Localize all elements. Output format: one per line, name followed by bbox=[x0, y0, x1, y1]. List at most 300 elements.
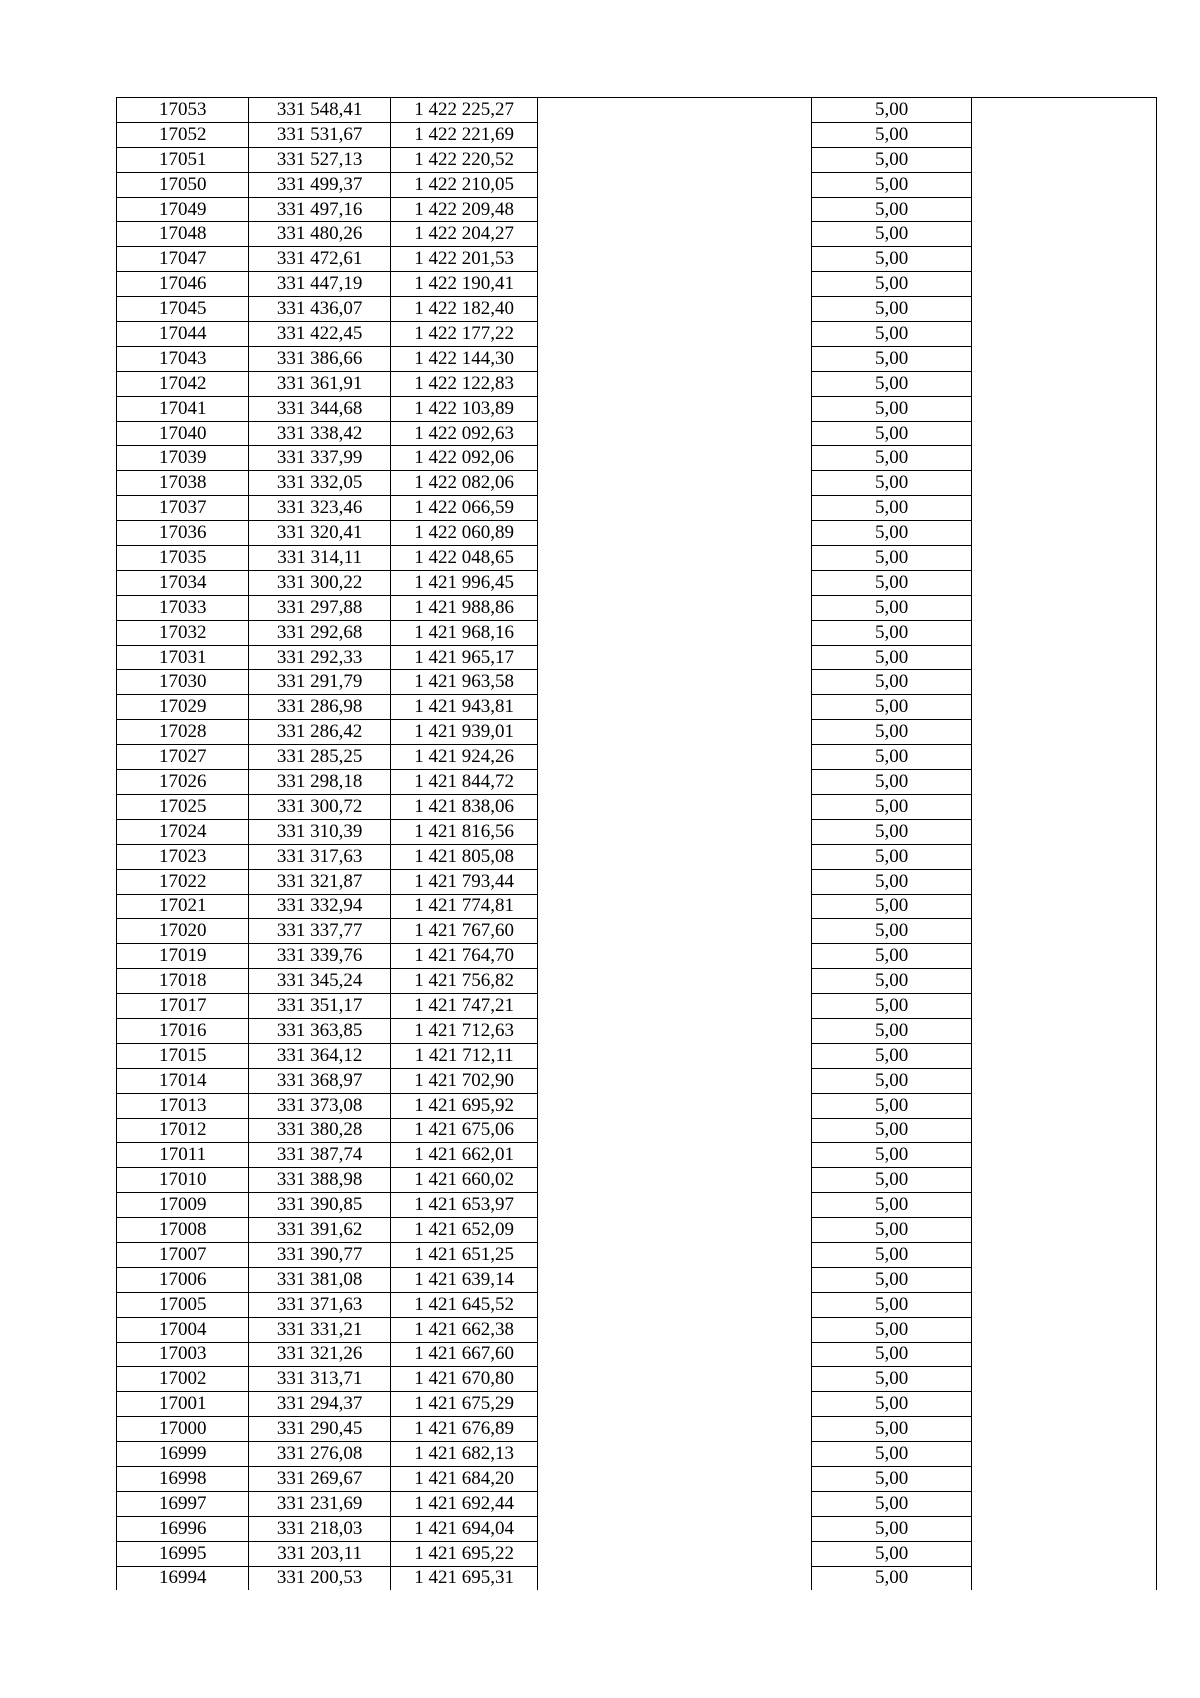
value-cell: 5,00 bbox=[812, 1317, 972, 1342]
table-row bbox=[117, 1491, 1157, 1516]
blank-cell bbox=[972, 1491, 1157, 1516]
table-row bbox=[117, 1193, 1157, 1218]
blank-cell bbox=[972, 1218, 1157, 1243]
point-number-cell: 17006 bbox=[117, 1267, 249, 1292]
x-coordinate-cell: 331 368,97 bbox=[249, 1068, 390, 1093]
table-row bbox=[117, 1516, 1157, 1541]
blank-cell bbox=[972, 98, 1157, 123]
value-cell: 5,00 bbox=[812, 595, 972, 620]
table-row bbox=[117, 695, 1157, 720]
table-row bbox=[117, 98, 1157, 123]
blank-cell bbox=[972, 1342, 1157, 1367]
blank-cell bbox=[538, 994, 812, 1019]
y-coordinate-cell: 1 422 209,48 bbox=[390, 197, 538, 222]
y-coordinate-cell: 1 421 939,01 bbox=[390, 720, 538, 745]
table-row bbox=[117, 595, 1157, 620]
blank-cell bbox=[972, 1267, 1157, 1292]
blank-cell bbox=[538, 570, 812, 595]
point-number-cell: 17002 bbox=[117, 1367, 249, 1392]
blank-cell bbox=[538, 471, 812, 496]
blank-cell bbox=[972, 770, 1157, 795]
value-cell: 5,00 bbox=[812, 521, 972, 546]
value-cell: 5,00 bbox=[812, 819, 972, 844]
value-cell: 5,00 bbox=[812, 994, 972, 1019]
point-number-cell: 17014 bbox=[117, 1068, 249, 1093]
table-row bbox=[117, 122, 1157, 147]
value-cell: 5,00 bbox=[812, 969, 972, 994]
y-coordinate-cell: 1 421 667,60 bbox=[390, 1342, 538, 1367]
blank-cell bbox=[972, 695, 1157, 720]
point-number-cell: 16997 bbox=[117, 1491, 249, 1516]
table-row bbox=[117, 1242, 1157, 1267]
point-number-cell: 17050 bbox=[117, 172, 249, 197]
table-row bbox=[117, 919, 1157, 944]
y-coordinate-cell: 1 421 694,04 bbox=[390, 1516, 538, 1541]
blank-cell bbox=[538, 670, 812, 695]
point-number-cell: 17053 bbox=[117, 98, 249, 123]
point-number-cell: 17001 bbox=[117, 1392, 249, 1417]
blank-cell bbox=[972, 122, 1157, 147]
x-coordinate-cell: 331 422,45 bbox=[249, 322, 390, 347]
blank-cell bbox=[538, 1143, 812, 1168]
blank-cell bbox=[538, 1242, 812, 1267]
coordinate-table-page bbox=[116, 97, 1157, 1598]
blank-cell bbox=[538, 122, 812, 147]
y-coordinate-cell: 1 421 652,09 bbox=[390, 1218, 538, 1243]
table-row bbox=[117, 620, 1157, 645]
point-number-cell: 17031 bbox=[117, 645, 249, 670]
point-number-cell: 17032 bbox=[117, 620, 249, 645]
table-row bbox=[117, 1292, 1157, 1317]
point-number-cell: 17035 bbox=[117, 546, 249, 571]
point-number-cell: 17007 bbox=[117, 1242, 249, 1267]
blank-cell bbox=[538, 272, 812, 297]
value-cell: 5,00 bbox=[812, 322, 972, 347]
table-row bbox=[117, 1143, 1157, 1168]
point-number-cell: 17024 bbox=[117, 819, 249, 844]
y-coordinate-cell: 1 422 103,89 bbox=[390, 396, 538, 421]
y-coordinate-cell: 1 421 682,13 bbox=[390, 1442, 538, 1467]
x-coordinate-cell: 331 339,76 bbox=[249, 944, 390, 969]
y-coordinate-cell: 1 422 177,22 bbox=[390, 322, 538, 347]
blank-cell bbox=[538, 346, 812, 371]
table-row bbox=[117, 1417, 1157, 1442]
point-number-cell: 17051 bbox=[117, 147, 249, 172]
x-coordinate-cell: 331 200,53 bbox=[249, 1566, 390, 1590]
blank-cell bbox=[972, 1442, 1157, 1467]
table-row bbox=[117, 869, 1157, 894]
y-coordinate-cell: 1 421 639,14 bbox=[390, 1267, 538, 1292]
table-row bbox=[117, 645, 1157, 670]
point-number-cell: 17000 bbox=[117, 1417, 249, 1442]
point-number-cell: 17045 bbox=[117, 297, 249, 322]
blank-cell bbox=[972, 645, 1157, 670]
x-coordinate-cell: 331 331,21 bbox=[249, 1317, 390, 1342]
blank-cell bbox=[538, 1491, 812, 1516]
value-cell: 5,00 bbox=[812, 297, 972, 322]
x-coordinate-cell: 331 286,98 bbox=[249, 695, 390, 720]
y-coordinate-cell: 1 422 060,89 bbox=[390, 521, 538, 546]
value-cell: 5,00 bbox=[812, 794, 972, 819]
table-row bbox=[117, 670, 1157, 695]
y-coordinate-cell: 1 421 764,70 bbox=[390, 944, 538, 969]
point-number-cell: 17030 bbox=[117, 670, 249, 695]
blank-cell bbox=[538, 1218, 812, 1243]
point-number-cell: 17012 bbox=[117, 1118, 249, 1143]
blank-cell bbox=[972, 1516, 1157, 1541]
blank-cell bbox=[538, 869, 812, 894]
value-cell: 5,00 bbox=[812, 645, 972, 670]
blank-cell bbox=[538, 745, 812, 770]
value-cell: 5,00 bbox=[812, 421, 972, 446]
point-number-cell: 17029 bbox=[117, 695, 249, 720]
point-number-cell: 17017 bbox=[117, 994, 249, 1019]
y-coordinate-cell: 1 421 660,02 bbox=[390, 1168, 538, 1193]
blank-cell bbox=[972, 1392, 1157, 1417]
blank-cell bbox=[972, 396, 1157, 421]
blank-cell bbox=[538, 1043, 812, 1068]
value-cell: 5,00 bbox=[812, 1541, 972, 1566]
blank-cell bbox=[972, 919, 1157, 944]
y-coordinate-cell: 1 421 712,11 bbox=[390, 1043, 538, 1068]
point-number-cell: 17019 bbox=[117, 944, 249, 969]
table-row bbox=[117, 346, 1157, 371]
value-cell: 5,00 bbox=[812, 197, 972, 222]
x-coordinate-cell: 331 373,08 bbox=[249, 1093, 390, 1118]
value-cell: 5,00 bbox=[812, 944, 972, 969]
table-row bbox=[117, 496, 1157, 521]
value-cell: 5,00 bbox=[812, 919, 972, 944]
point-number-cell: 17033 bbox=[117, 595, 249, 620]
point-number-cell: 17022 bbox=[117, 869, 249, 894]
table-row bbox=[117, 371, 1157, 396]
blank-cell bbox=[538, 1466, 812, 1491]
blank-cell bbox=[538, 371, 812, 396]
point-number-cell: 17038 bbox=[117, 471, 249, 496]
blank-cell bbox=[538, 1292, 812, 1317]
value-cell: 5,00 bbox=[812, 570, 972, 595]
table-row bbox=[117, 819, 1157, 844]
y-coordinate-cell: 1 421 692,44 bbox=[390, 1491, 538, 1516]
point-number-cell: 17009 bbox=[117, 1193, 249, 1218]
table-row bbox=[117, 247, 1157, 272]
point-number-cell: 17025 bbox=[117, 794, 249, 819]
value-cell: 5,00 bbox=[812, 1491, 972, 1516]
point-number-cell: 16998 bbox=[117, 1466, 249, 1491]
value-cell: 5,00 bbox=[812, 222, 972, 247]
y-coordinate-cell: 1 421 695,31 bbox=[390, 1566, 538, 1590]
blank-cell bbox=[538, 1068, 812, 1093]
blank-cell bbox=[972, 1093, 1157, 1118]
x-coordinate-cell: 331 387,74 bbox=[249, 1143, 390, 1168]
table-row bbox=[117, 1093, 1157, 1118]
y-coordinate-cell: 1 422 201,53 bbox=[390, 247, 538, 272]
table-row bbox=[117, 1068, 1157, 1093]
value-cell: 5,00 bbox=[812, 546, 972, 571]
point-number-cell: 17047 bbox=[117, 247, 249, 272]
point-number-cell: 17010 bbox=[117, 1168, 249, 1193]
blank-cell bbox=[538, 720, 812, 745]
point-number-cell: 17046 bbox=[117, 272, 249, 297]
table-row bbox=[117, 546, 1157, 571]
x-coordinate-cell: 331 344,68 bbox=[249, 396, 390, 421]
blank-cell bbox=[972, 1292, 1157, 1317]
x-coordinate-cell: 331 390,77 bbox=[249, 1242, 390, 1267]
blank-cell bbox=[972, 1018, 1157, 1043]
y-coordinate-cell: 1 421 988,86 bbox=[390, 595, 538, 620]
table-row bbox=[117, 446, 1157, 471]
value-cell: 5,00 bbox=[812, 396, 972, 421]
blank-cell bbox=[972, 421, 1157, 446]
blank-cell bbox=[538, 944, 812, 969]
value-cell: 5,00 bbox=[812, 1417, 972, 1442]
blank-cell bbox=[538, 1168, 812, 1193]
x-coordinate-cell: 331 527,13 bbox=[249, 147, 390, 172]
y-coordinate-cell: 1 421 968,16 bbox=[390, 620, 538, 645]
y-coordinate-cell: 1 422 220,52 bbox=[390, 147, 538, 172]
table-row bbox=[117, 1442, 1157, 1467]
y-coordinate-cell: 1 421 747,21 bbox=[390, 994, 538, 1019]
blank-cell bbox=[538, 695, 812, 720]
value-cell: 5,00 bbox=[812, 844, 972, 869]
blank-cell bbox=[538, 446, 812, 471]
value-cell: 5,00 bbox=[812, 1168, 972, 1193]
table-row bbox=[117, 421, 1157, 446]
blank-cell bbox=[538, 645, 812, 670]
x-coordinate-cell: 331 314,11 bbox=[249, 546, 390, 571]
table-row bbox=[117, 1043, 1157, 1068]
table-row bbox=[117, 1218, 1157, 1243]
y-coordinate-cell: 1 422 182,40 bbox=[390, 297, 538, 322]
x-coordinate-cell: 331 531,67 bbox=[249, 122, 390, 147]
blank-cell bbox=[972, 620, 1157, 645]
value-cell: 5,00 bbox=[812, 346, 972, 371]
value-cell: 5,00 bbox=[812, 894, 972, 919]
y-coordinate-cell: 1 422 144,30 bbox=[390, 346, 538, 371]
value-cell: 5,00 bbox=[812, 147, 972, 172]
value-cell: 5,00 bbox=[812, 496, 972, 521]
y-coordinate-cell: 1 421 767,60 bbox=[390, 919, 538, 944]
point-number-cell: 17043 bbox=[117, 346, 249, 371]
x-coordinate-cell: 331 548,41 bbox=[249, 98, 390, 123]
table-row bbox=[117, 1342, 1157, 1367]
x-coordinate-cell: 331 310,39 bbox=[249, 819, 390, 844]
table-row bbox=[117, 521, 1157, 546]
blank-cell bbox=[972, 595, 1157, 620]
x-coordinate-cell: 331 345,24 bbox=[249, 969, 390, 994]
point-number-cell: 17048 bbox=[117, 222, 249, 247]
value-cell: 5,00 bbox=[812, 98, 972, 123]
y-coordinate-cell: 1 422 221,69 bbox=[390, 122, 538, 147]
x-coordinate-cell: 331 497,16 bbox=[249, 197, 390, 222]
value-cell: 5,00 bbox=[812, 1392, 972, 1417]
y-coordinate-cell: 1 421 924,26 bbox=[390, 745, 538, 770]
y-coordinate-cell: 1 421 943,81 bbox=[390, 695, 538, 720]
blank-cell bbox=[538, 546, 812, 571]
blank-cell bbox=[538, 496, 812, 521]
blank-cell bbox=[972, 1541, 1157, 1566]
blank-cell bbox=[972, 1417, 1157, 1442]
x-coordinate-cell: 331 361,91 bbox=[249, 371, 390, 396]
y-coordinate-cell: 1 422 122,83 bbox=[390, 371, 538, 396]
x-coordinate-cell: 331 436,07 bbox=[249, 297, 390, 322]
table-row bbox=[117, 745, 1157, 770]
blank-cell bbox=[972, 1118, 1157, 1143]
point-number-cell: 17028 bbox=[117, 720, 249, 745]
blank-cell bbox=[972, 844, 1157, 869]
blank-cell bbox=[538, 1392, 812, 1417]
x-coordinate-cell: 331 351,17 bbox=[249, 994, 390, 1019]
blank-cell bbox=[538, 396, 812, 421]
blank-cell bbox=[972, 446, 1157, 471]
point-number-cell: 16999 bbox=[117, 1442, 249, 1467]
blank-cell bbox=[538, 894, 812, 919]
table-row bbox=[117, 944, 1157, 969]
table-row bbox=[117, 1267, 1157, 1292]
y-coordinate-cell: 1 421 712,63 bbox=[390, 1018, 538, 1043]
x-coordinate-cell: 331 480,26 bbox=[249, 222, 390, 247]
blank-cell bbox=[538, 595, 812, 620]
x-coordinate-cell: 331 297,88 bbox=[249, 595, 390, 620]
x-coordinate-cell: 331 321,87 bbox=[249, 869, 390, 894]
x-coordinate-cell: 331 363,85 bbox=[249, 1018, 390, 1043]
value-cell: 5,00 bbox=[812, 1093, 972, 1118]
x-coordinate-cell: 331 472,61 bbox=[249, 247, 390, 272]
point-number-cell: 17005 bbox=[117, 1292, 249, 1317]
table-row bbox=[117, 172, 1157, 197]
y-coordinate-cell: 1 422 225,27 bbox=[390, 98, 538, 123]
x-coordinate-cell: 331 323,46 bbox=[249, 496, 390, 521]
point-number-cell: 17052 bbox=[117, 122, 249, 147]
blank-cell bbox=[538, 297, 812, 322]
blank-cell bbox=[972, 894, 1157, 919]
blank-cell bbox=[538, 770, 812, 795]
blank-cell bbox=[538, 1566, 812, 1590]
x-coordinate-cell: 331 218,03 bbox=[249, 1516, 390, 1541]
blank-cell bbox=[972, 944, 1157, 969]
blank-cell bbox=[972, 720, 1157, 745]
value-cell: 5,00 bbox=[812, 1442, 972, 1467]
x-coordinate-cell: 331 291,79 bbox=[249, 670, 390, 695]
y-coordinate-cell: 1 421 965,17 bbox=[390, 645, 538, 670]
y-coordinate-cell: 1 421 816,56 bbox=[390, 819, 538, 844]
point-number-cell: 17026 bbox=[117, 770, 249, 795]
value-cell: 5,00 bbox=[812, 1516, 972, 1541]
table-row bbox=[117, 994, 1157, 1019]
table-row bbox=[117, 1566, 1157, 1590]
table-row bbox=[117, 1541, 1157, 1566]
blank-cell bbox=[972, 1168, 1157, 1193]
x-coordinate-cell: 331 300,72 bbox=[249, 794, 390, 819]
table-row bbox=[117, 396, 1157, 421]
blank-cell bbox=[972, 570, 1157, 595]
x-coordinate-cell: 331 300,22 bbox=[249, 570, 390, 595]
point-number-cell: 17004 bbox=[117, 1317, 249, 1342]
blank-cell bbox=[972, 1043, 1157, 1068]
y-coordinate-cell: 1 421 805,08 bbox=[390, 844, 538, 869]
value-cell: 5,00 bbox=[812, 770, 972, 795]
x-coordinate-cell: 331 276,08 bbox=[249, 1442, 390, 1467]
blank-cell bbox=[972, 1317, 1157, 1342]
blank-cell bbox=[538, 322, 812, 347]
table-row bbox=[117, 222, 1157, 247]
blank-cell bbox=[538, 1317, 812, 1342]
y-coordinate-cell: 1 421 651,25 bbox=[390, 1242, 538, 1267]
point-number-cell: 16996 bbox=[117, 1516, 249, 1541]
x-coordinate-cell: 331 292,68 bbox=[249, 620, 390, 645]
blank-cell bbox=[972, 969, 1157, 994]
y-coordinate-cell: 1 421 675,06 bbox=[390, 1118, 538, 1143]
value-cell: 5,00 bbox=[812, 1466, 972, 1491]
y-coordinate-cell: 1 421 756,82 bbox=[390, 969, 538, 994]
y-coordinate-cell: 1 421 662,38 bbox=[390, 1317, 538, 1342]
value-cell: 5,00 bbox=[812, 1118, 972, 1143]
table-row bbox=[117, 894, 1157, 919]
value-cell: 5,00 bbox=[812, 122, 972, 147]
value-cell: 5,00 bbox=[812, 720, 972, 745]
value-cell: 5,00 bbox=[812, 745, 972, 770]
point-number-cell: 17016 bbox=[117, 1018, 249, 1043]
point-number-cell: 17036 bbox=[117, 521, 249, 546]
x-coordinate-cell: 331 269,67 bbox=[249, 1466, 390, 1491]
blank-cell bbox=[972, 745, 1157, 770]
point-number-cell: 17021 bbox=[117, 894, 249, 919]
point-number-cell: 17041 bbox=[117, 396, 249, 421]
value-cell: 5,00 bbox=[812, 1292, 972, 1317]
x-coordinate-cell: 331 388,98 bbox=[249, 1168, 390, 1193]
blank-cell bbox=[972, 471, 1157, 496]
point-number-cell: 17049 bbox=[117, 197, 249, 222]
value-cell: 5,00 bbox=[812, 172, 972, 197]
blank-cell bbox=[538, 1342, 812, 1367]
point-number-cell: 17003 bbox=[117, 1342, 249, 1367]
y-coordinate-cell: 1 422 190,41 bbox=[390, 272, 538, 297]
y-coordinate-cell: 1 422 092,63 bbox=[390, 421, 538, 446]
x-coordinate-cell: 331 203,11 bbox=[249, 1541, 390, 1566]
point-number-cell: 17020 bbox=[117, 919, 249, 944]
x-coordinate-cell: 331 298,18 bbox=[249, 770, 390, 795]
value-cell: 5,00 bbox=[812, 1193, 972, 1218]
blank-cell bbox=[972, 297, 1157, 322]
blank-cell bbox=[972, 1242, 1157, 1267]
blank-cell bbox=[972, 147, 1157, 172]
blank-cell bbox=[538, 1118, 812, 1143]
y-coordinate-cell: 1 422 048,65 bbox=[390, 546, 538, 571]
table-row bbox=[117, 1118, 1157, 1143]
y-coordinate-cell: 1 422 066,59 bbox=[390, 496, 538, 521]
table-row bbox=[117, 1367, 1157, 1392]
blank-cell bbox=[538, 844, 812, 869]
value-cell: 5,00 bbox=[812, 1267, 972, 1292]
coordinate-table-body bbox=[117, 98, 1157, 1591]
point-number-cell: 17023 bbox=[117, 844, 249, 869]
x-coordinate-cell: 331 391,62 bbox=[249, 1218, 390, 1243]
blank-cell bbox=[972, 346, 1157, 371]
x-coordinate-cell: 331 320,41 bbox=[249, 521, 390, 546]
point-number-cell: 17015 bbox=[117, 1043, 249, 1068]
point-number-cell: 17018 bbox=[117, 969, 249, 994]
point-number-cell: 17040 bbox=[117, 421, 249, 446]
blank-cell bbox=[972, 521, 1157, 546]
table-row bbox=[117, 1317, 1157, 1342]
blank-cell bbox=[972, 1193, 1157, 1218]
blank-cell bbox=[538, 1367, 812, 1392]
table-row bbox=[117, 322, 1157, 347]
value-cell: 5,00 bbox=[812, 670, 972, 695]
blank-cell bbox=[972, 1466, 1157, 1491]
blank-cell bbox=[538, 1442, 812, 1467]
value-cell: 5,00 bbox=[812, 1218, 972, 1243]
